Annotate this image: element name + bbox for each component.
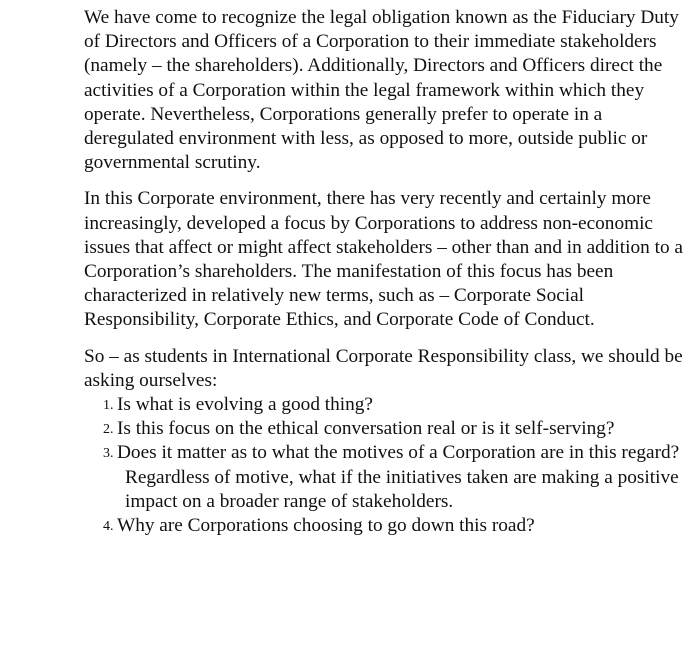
paragraph-students-question: So – as students in International Corporate Responsibility class, we should be asking ourselves: bbox=[84, 345, 683, 391]
list-item-text: Why are Corporations choosing to go down this road? bbox=[117, 515, 535, 537]
question-list bbox=[84, 393, 684, 538]
list-item-number: 2. bbox=[103, 422, 114, 438]
list-item-text: Does it matter as to what the motives of a Corporation are in this regard? Regardless of motive, what if the initiatives taken are making a positive impact on a broader range of stakeholders. bbox=[117, 442, 680, 512]
list-item-text: Is this focus on the ethical conversation real or is it self-serving? bbox=[117, 418, 615, 440]
list-item bbox=[84, 514, 684, 538]
list-item-number: 4. bbox=[103, 519, 114, 535]
list-item-number: 3. bbox=[103, 446, 114, 462]
list-item bbox=[84, 393, 684, 417]
paragraph-fiduciary-duty: We have come to recognize the legal obligation known as the Fiduciary Duty of Directors and Officers of a Corporation to their immediate stakeholders (namely – the shareholders). Additionally, Directors and Officers direct the activities of a Corporation within the legal framework within which they operate. Nevertheless, Corporations generally prefer to operate in a deregulated environment with less, as opposed to more, outside public or governmental scrutiny. bbox=[84, 7, 679, 174]
document-body bbox=[84, 6, 684, 538]
paragraph-corporate-environment: In this Corporate environment, there has very recently and certainly more increasingly, developed a focus by Corporations to address non-economic issues that affect or might affect stakeholders – other than and in addition to a Corporation’s shareholders. The manifestation of this focus has been characterized in relatively new terms, such as – Corporate Social Responsibility, Corporate Ethics, and Corporate Code of Conduct. bbox=[84, 188, 683, 331]
list-item bbox=[84, 417, 684, 441]
list-item bbox=[84, 441, 684, 514]
list-item-text: Is what is evolving a good thing? bbox=[117, 394, 373, 416]
list-item-number: 1. bbox=[103, 398, 114, 414]
